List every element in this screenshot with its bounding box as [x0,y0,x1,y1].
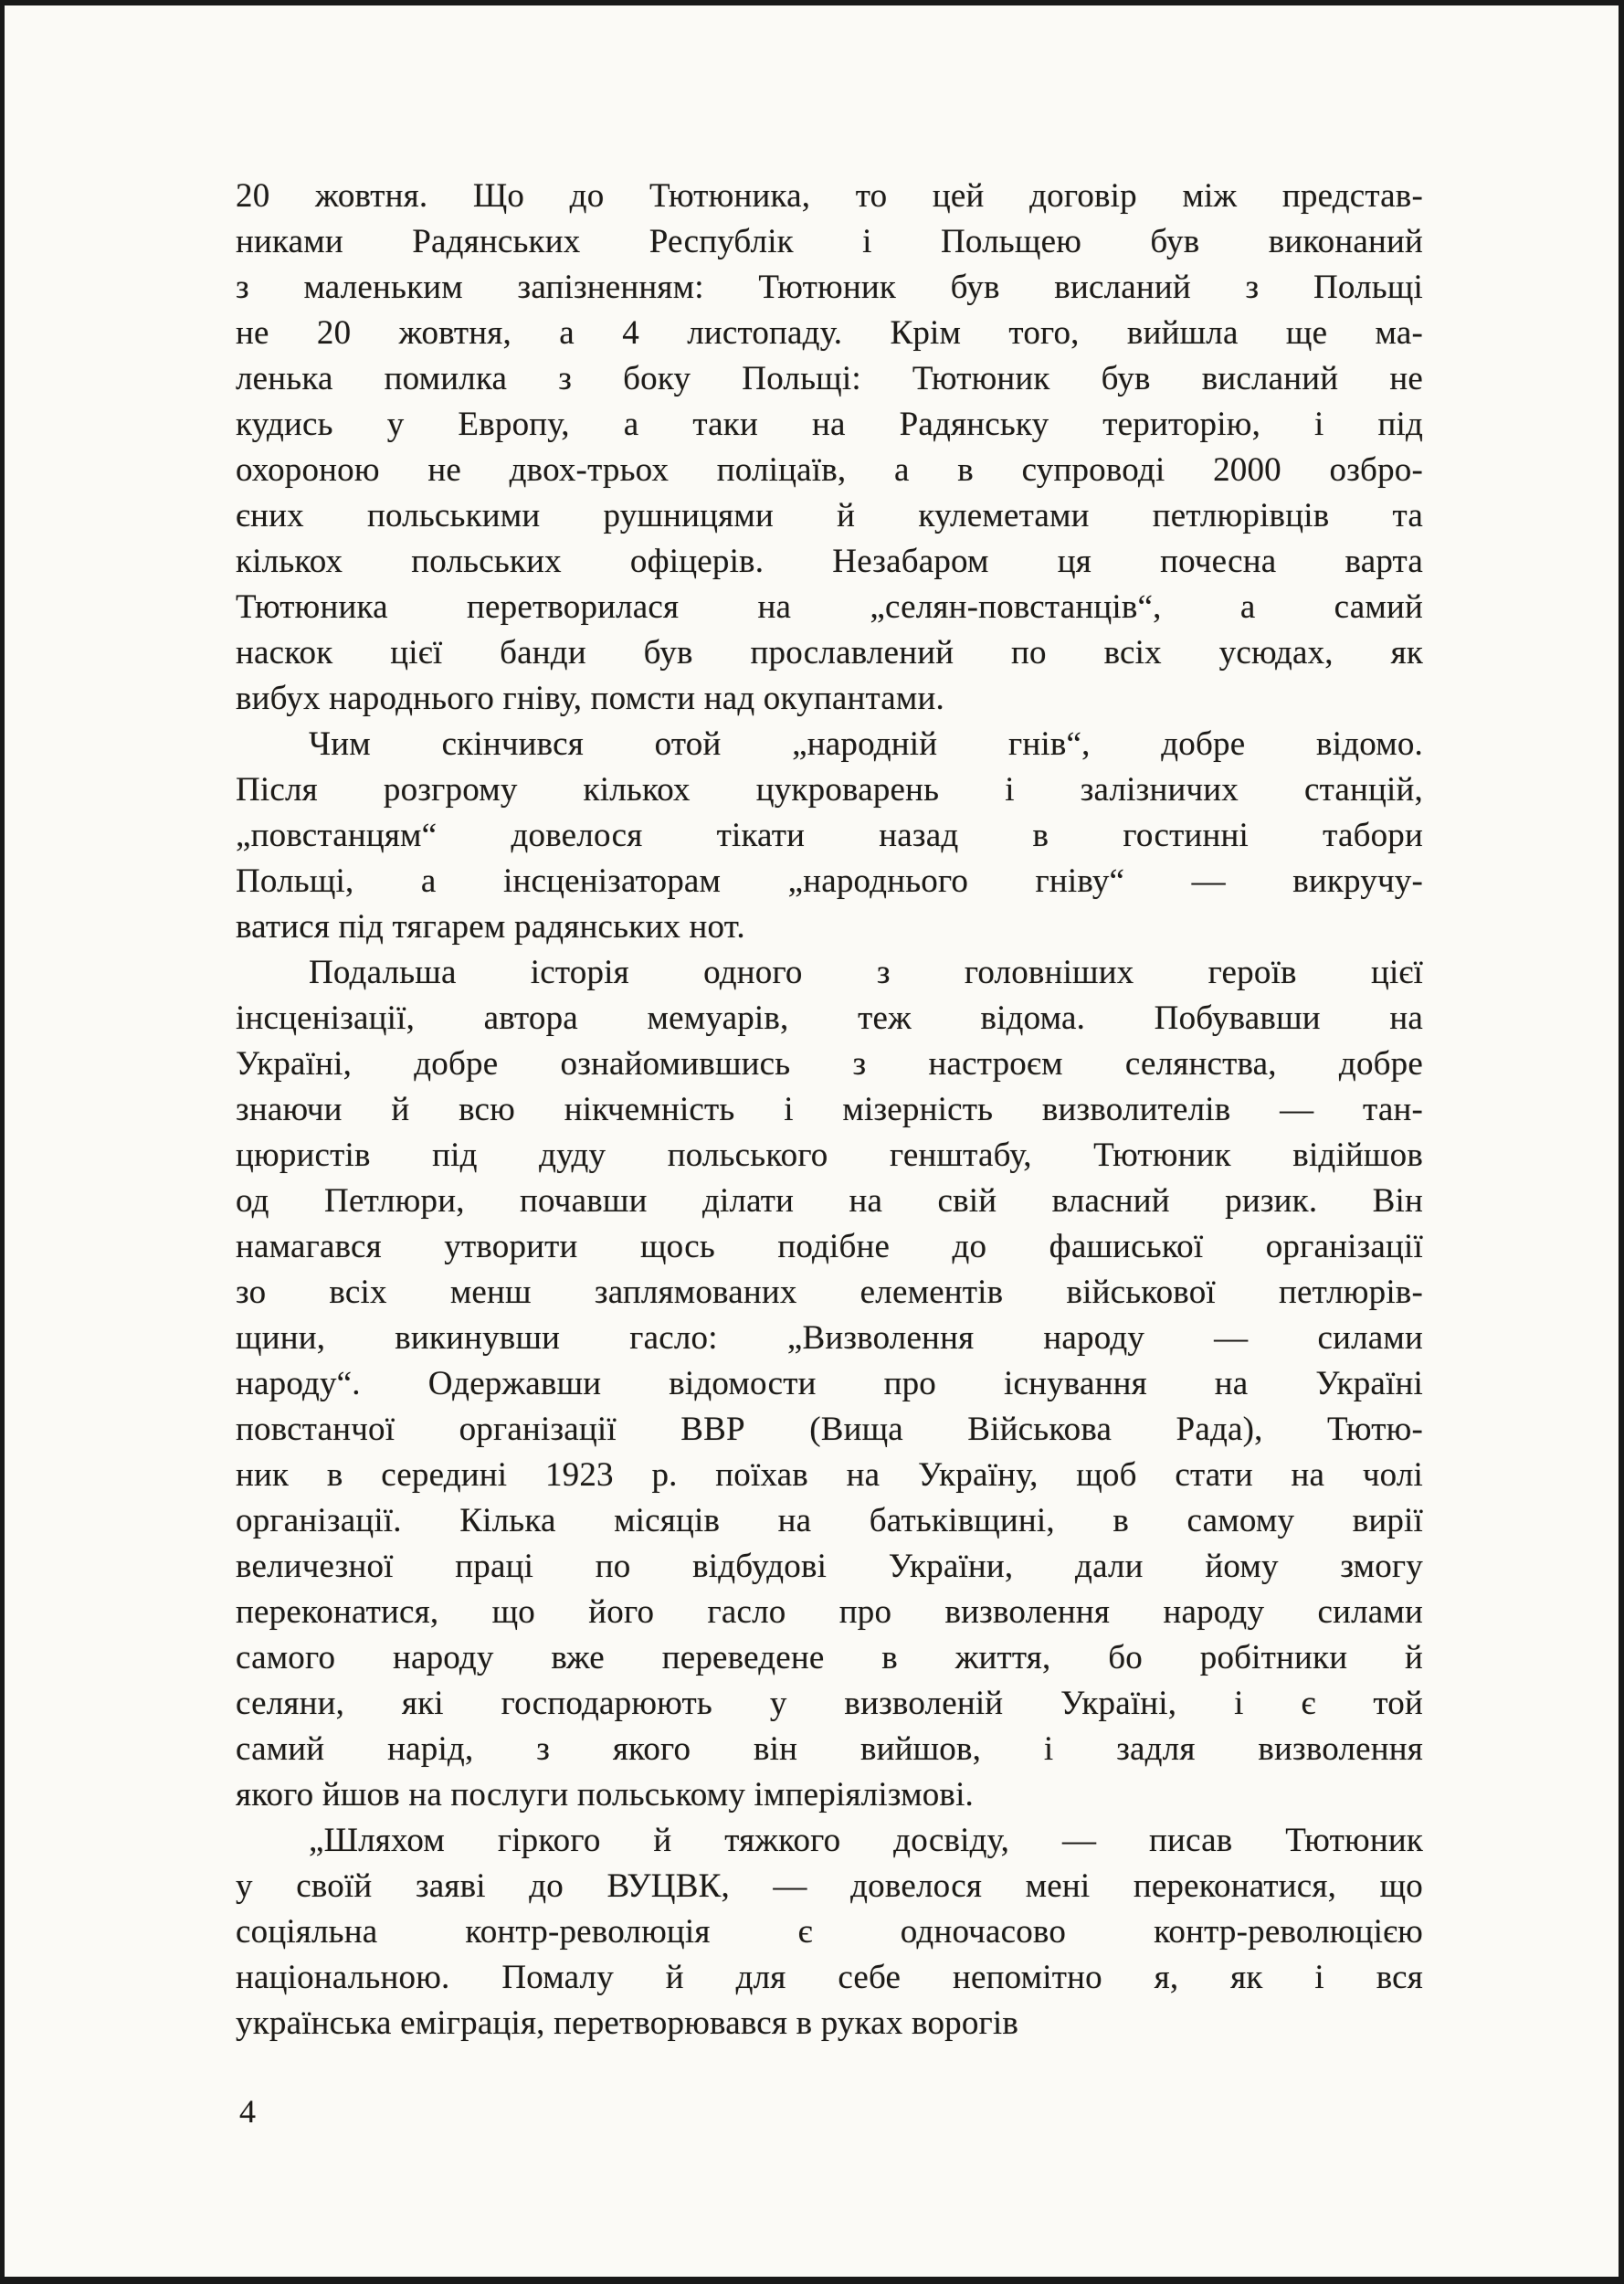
text-line: кількох польських офіцерів. Незабаром ця почесна варта [236,543,1423,580]
text-line: самий нарід, з якого він вийшов, і задля визволення [236,1730,1423,1768]
text-line: національною. Помалу й для себе непомітно я, як і вся [236,1959,1423,1996]
text-line: ленька помилка з боку Польщі: Тютюник був висланий не [236,360,1423,397]
text-block [236,174,1423,2046]
text-line: українська еміграція, перетворювався в руках ворогів [236,2004,1019,2042]
text-line: самого народу вже переведене в життя, бо робітники й [236,1639,1423,1676]
paragraph [236,1818,1423,2046]
text-line: не 20 жовтня, а 4 листопаду. Крім того, вийшла ще ма- [236,314,1423,352]
text-line: намагався утворити щось подібне до фашиської організації [236,1228,1423,1265]
text-line: величезної праці по відбудові України, дали йому змогу [236,1548,1423,1585]
paragraph [236,950,1423,1818]
text-line: знаючи й всю нікчемність і мізерність визволителів — тан- [236,1091,1423,1128]
text-line: Польщі, а інсценізаторам „народнього гніву“ — викручу- [236,862,1423,900]
text-line: вибух народнього гніву, помсти над окупантами. [236,680,944,717]
text-line: цюристів під дуду польського генштабу, Тютюник відійшов [236,1137,1423,1174]
text-line: у своїй заяві до ВУЦВК, — довелося мені переконатися, що [236,1867,1423,1905]
text-line: наскок цієї банди був прославлений по всіх усюдах, як [236,634,1423,671]
text-line: щини, викинувши гасло: „Визволення народу — силами [236,1319,1423,1357]
text-line: Чим скінчився отой „народній гнів“, добре відомо. [309,725,1423,763]
text-line: Тютюника перетворилася на „селян-повстанців“, а самий [236,588,1423,626]
text-line: ватися під тягарем радянських нот. [236,908,745,946]
scan-edge-bottom [0,2277,1624,2284]
text-line: організації. Кілька місяців на батьківщині, в самому вирії [236,1502,1423,1539]
text-line: кудись у Европу, а таки на Радянську територію, і під [236,406,1423,443]
text-line: селяни, які господарюють у визволеній Україні, і є той [236,1685,1423,1722]
text-line: ник в середині 1923 р. поїхав на Україну, щоб стати на чолі [236,1456,1423,1494]
text-line: 20 жовтня. Що до Тютюника, то цей договір між представ- [236,177,1423,215]
text-line: од Петлюри, почавши ділати на свій власний ризик. Він [236,1182,1423,1220]
text-line: якого йшов на послуги польському імперіялізмові. [236,1776,975,1813]
text-line: єних польськими рушницями й кулеметами петлюрівців та [236,497,1423,534]
text-line: „повстанцям“ довелося тікати назад в гостинні табори [236,817,1423,854]
text-line: народу“. Одержавши відомости про існування на Україні [236,1365,1423,1402]
text-line: „Шляхом гіркого й тяжкого досвіду, — писав Тютюник [309,1822,1423,1859]
page-number: 4 [239,2093,256,2130]
text-line: інсценізації, автора мемуарів, теж відома. Побувавши на [236,999,1423,1037]
scan-edge-right [1619,0,1624,2284]
text-line: охороною не двох-трьох поліцаїв, а в супроводі 2000 озбро- [236,451,1423,489]
paragraph [236,722,1423,950]
text-line: Після розгрому кількох цукроварень і залізничих станцій, [236,771,1423,809]
paragraph [236,174,1423,722]
text-line: повстанчої організації ВВР (Вища Військова Рада), Тютю- [236,1411,1423,1448]
scan-edge-left [0,0,5,2284]
scan-edge-top [0,0,1624,5]
text-line: никами Радянських Республік і Польщею був виконаний [236,223,1423,260]
text-line: з маленьким запізненням: Тютюник був висланий з Польщі [236,269,1423,306]
text-line: соціяльна контр-революція є одночасово контр-революцією [236,1913,1423,1951]
text-line: переконатися, що його гасло про визволення народу силами [236,1593,1423,1631]
text-line: Подальша історія одного з головніших героїв цієї [309,954,1423,991]
text-line: зо всіх менш заплямованих елементів військової петлюрів- [236,1274,1423,1311]
text-line: Україні, добре ознайомившись з настроєм селянства, добре [236,1045,1423,1083]
